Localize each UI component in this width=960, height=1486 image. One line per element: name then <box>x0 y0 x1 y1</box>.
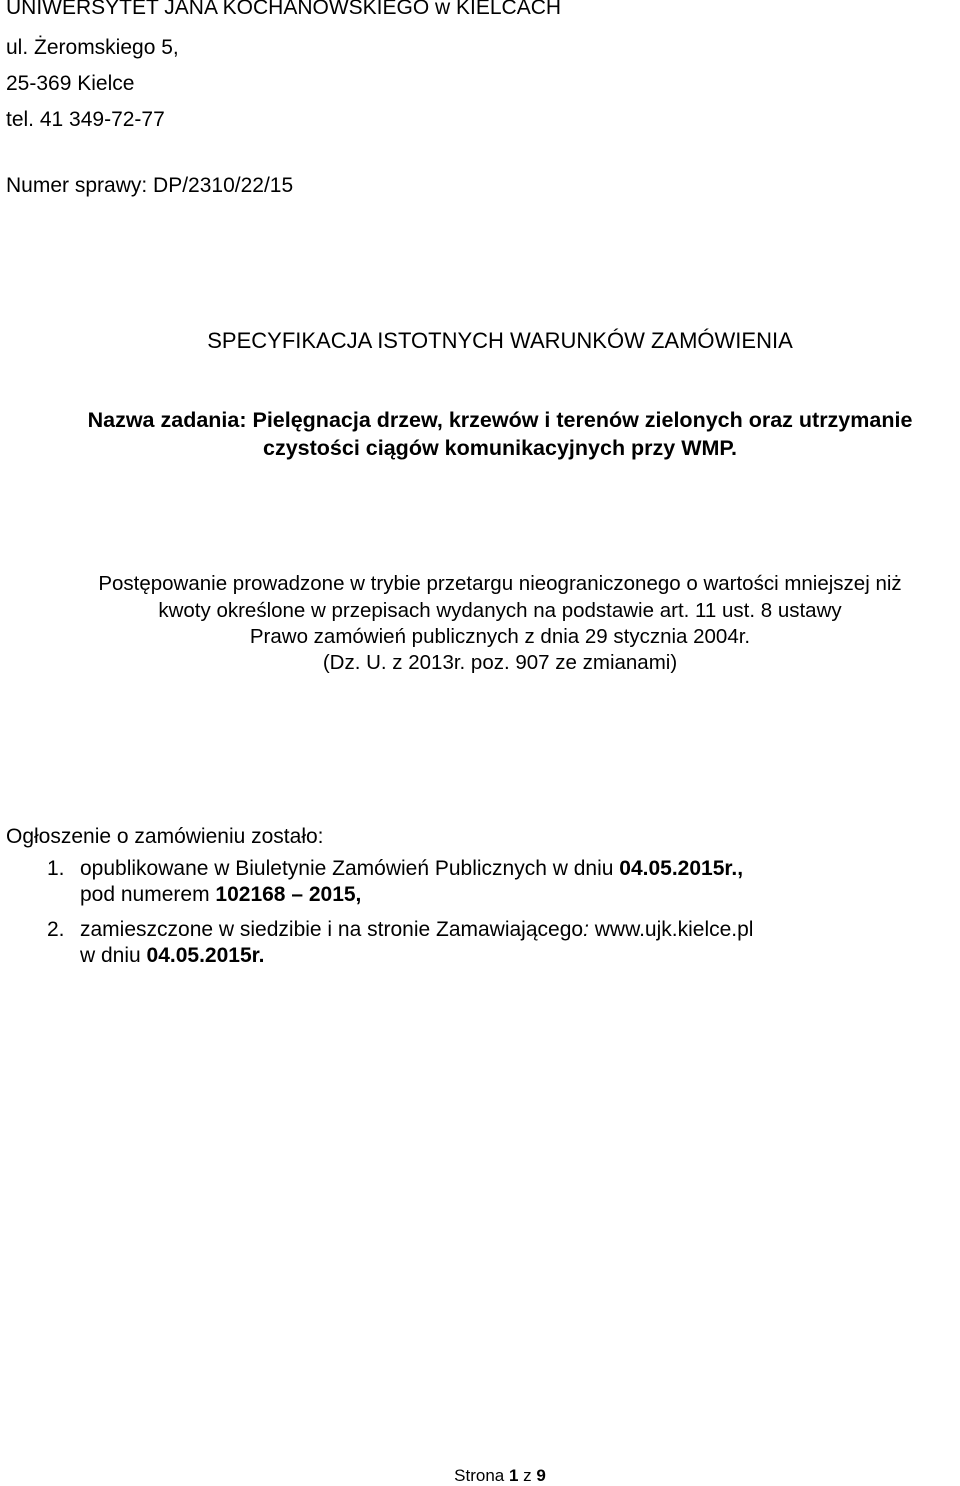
list-item-1-line-1 <box>80 856 743 882</box>
page-total: 9 <box>536 1466 546 1485</box>
page-label: Strona <box>454 1466 509 1485</box>
posting-date: 04.05.2015r. <box>146 944 265 967</box>
page-number <box>0 1466 960 1486</box>
announcement-heading: Ogłoszenie o zamówieniu zostało: <box>6 825 324 848</box>
procedure-line-2: kwoty określone w przepisach wydanych na podstawie art. 11 ust. 8 ustawy <box>158 599 842 622</box>
list-item-2-line-1 <box>80 917 753 943</box>
website-url[interactable]: www.ujk.kielce.pl <box>594 918 754 941</box>
street-address: ul. Żeromskiego 5, <box>6 36 179 59</box>
list-item-2-text: zamieszczone w siedzibie i na stronie Zamawiającego <box>80 918 584 941</box>
list-item-2-colon: : <box>583 918 595 941</box>
list-item-2-line-2 <box>80 943 265 969</box>
city-address: 25-369 Kielce <box>6 72 135 95</box>
list-item-2-date-prefix: w dniu <box>80 944 147 967</box>
university-name: UNIWERSYTET JANA KOCHANOWSKIEGO w KIELCACH <box>6 0 562 19</box>
list-item-1-comma: , <box>737 857 744 880</box>
ref-number-prefix: pod numerem <box>80 883 216 906</box>
task-name-line-2: czystości ciągów komunikacyjnych przy WMP. <box>263 436 737 460</box>
page-current: 1 <box>508 1466 519 1485</box>
list-item-1-line-2 <box>80 882 361 908</box>
list-number-2: 2. <box>47 918 65 941</box>
ref-number: 102168 – 2015 <box>215 883 356 906</box>
document-title: SPECYFIKACJA ISTOTNYCH WARUNKÓW ZAMÓWIENIA <box>207 328 793 353</box>
procedure-line-3: Prawo zamówień publicznych z dnia 29 stycznia 2004r. <box>249 625 751 648</box>
task-name-line-1: Nazwa zadania: Pielęgnacja drzew, krzewów i terenów zielonych oraz utrzymanie <box>87 408 913 432</box>
ref-number-suffix: , <box>355 883 362 906</box>
case-number: Numer sprawy: DP/2310/22/15 <box>6 174 294 197</box>
publication-date: 04.05.2015r. <box>619 857 738 880</box>
list-item-1-text: opublikowane w Biuletynie Zamówień Publicznych w dniu <box>80 857 620 880</box>
procedure-line-4: (Dz. U. z 2013r. poz. 907 ze zmianami) <box>322 651 678 674</box>
list-number-1: 1. <box>47 857 65 880</box>
procedure-line-1: Postępowanie prowadzone w trybie przetargu nieograniczonego o wartości mniejszej niż <box>98 572 902 595</box>
page-of: z <box>518 1466 537 1485</box>
phone-number: tel. 41 349-72-77 <box>6 108 165 131</box>
